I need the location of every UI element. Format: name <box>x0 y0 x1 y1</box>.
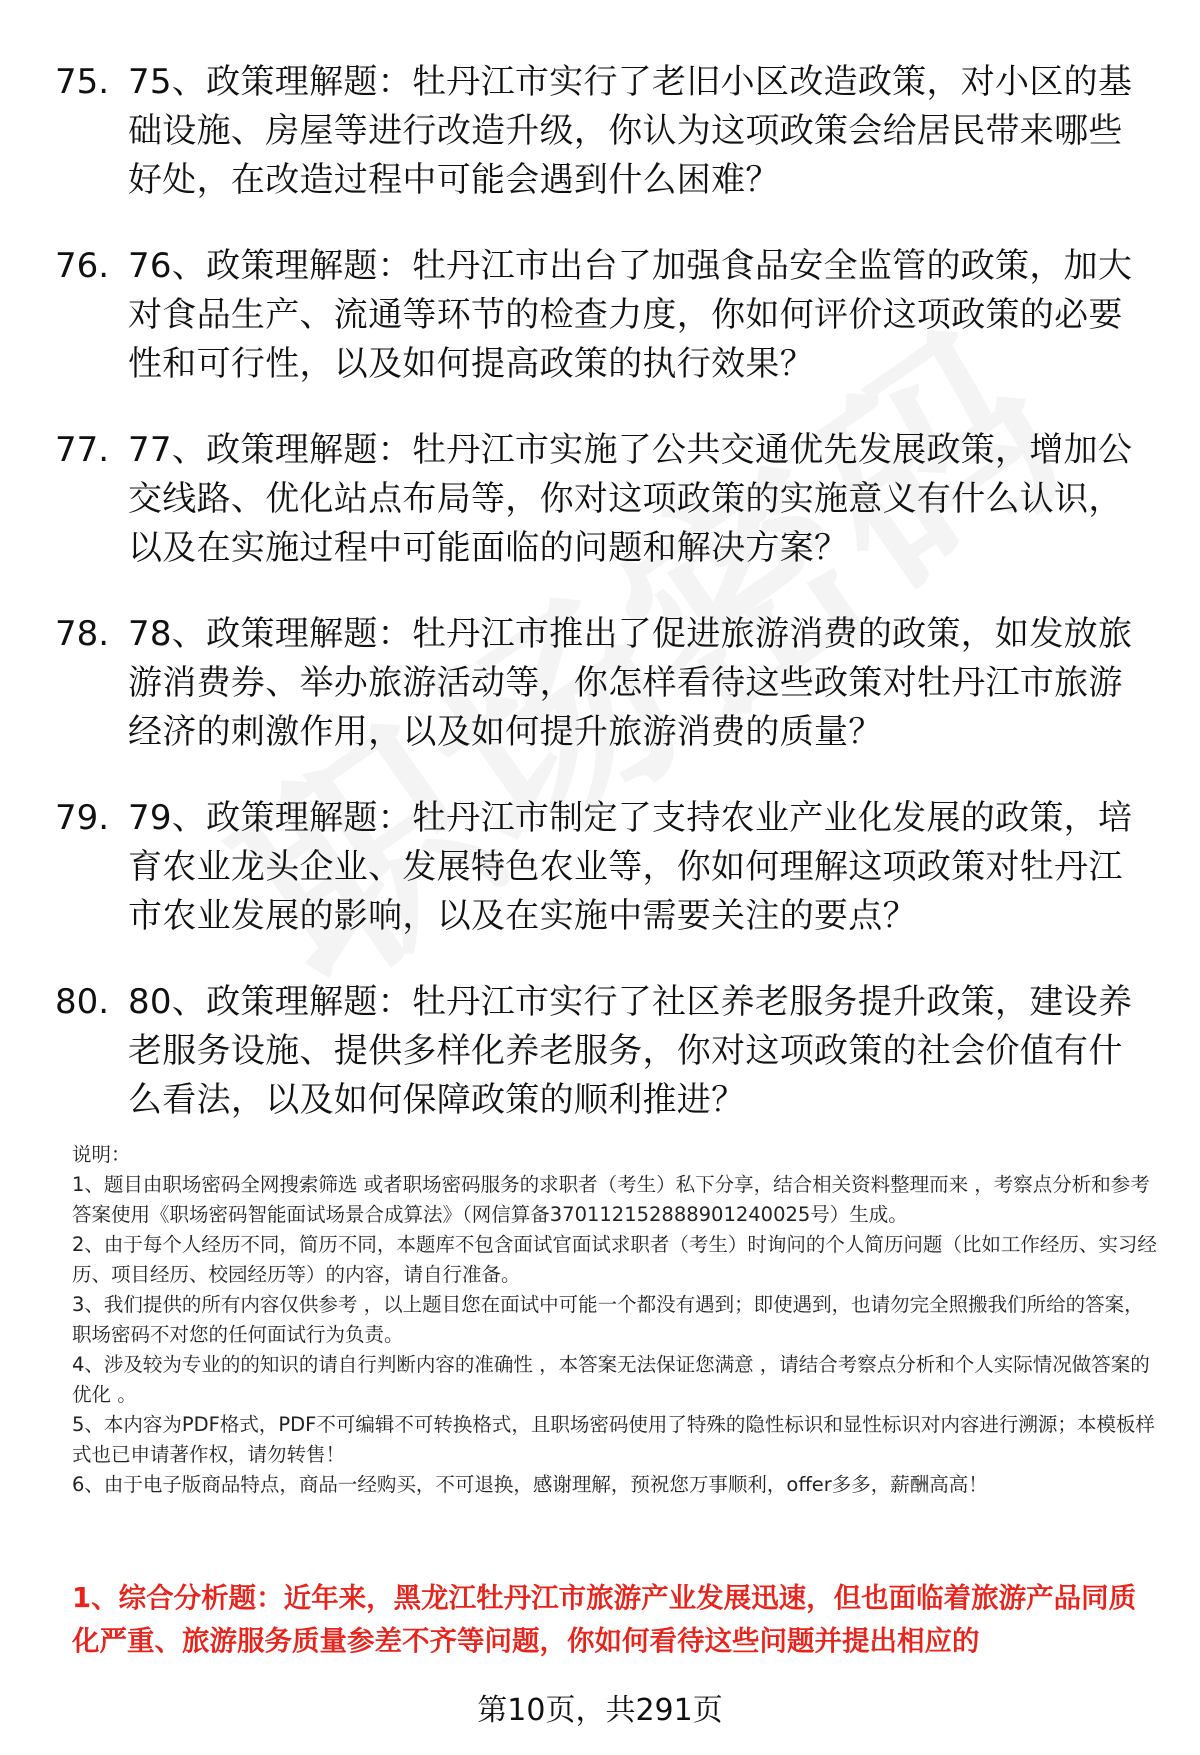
question-number: 76. <box>55 246 110 286</box>
question-item <box>55 426 1155 573</box>
question-text: 80、政策理解题：牡丹江市实行了社区养老服务提升政策，建设养老服务设施、提供多样化养老服务，你对这项政策的社会价值有什么看法，以及如何保障政策的顺利推进？ <box>128 982 1133 1120</box>
notes-title: 说明： <box>72 1143 131 1166</box>
question-number: 75. <box>55 62 110 102</box>
question-text: 79、政策理解题：牡丹江市制定了支持农业产业化发展的政策，培育农业龙头企业、发展特色农业等，你如何理解这项政策对牡丹江市农业发展的影响，以及在实施中需要关注的要点？ <box>128 798 1133 936</box>
question-number: 77. <box>55 430 110 470</box>
question-list <box>55 58 1155 1162</box>
question-item <box>55 610 1155 757</box>
note-item: 2、由于每个人经历不同，简历不同，本题库不包含面试官面试求职者（考生）时询问的个人简历问题（比如工作经历、实习经历、项目经历、校园经历等）的内容，请自行准备。 <box>72 1233 1157 1286</box>
question-text: 76、政策理解题：牡丹江市出台了加强食品安全监管的政策，加大对食品生产、流通等环节的检查力度，你如何评价这项政策的必要性和可行性，以及如何提高政策的执行效果？ <box>128 246 1133 384</box>
note-item: 3、我们提供的所有内容仅供参考 ，以上题目您在面试中可能一个都没有遇到；即使遇到，也请勿完全照搬我们所给的答案，职场密码不对您的任何面试行为负责。 <box>72 1293 1144 1346</box>
question-number: 78. <box>55 614 110 654</box>
question-item <box>55 58 1155 205</box>
question-item <box>55 242 1155 389</box>
question-text: 77、政策理解题：牡丹江市实施了公共交通优先发展政策，增加公交线路、优化站点布局等，你对这项政策的实施意义有什么认识，以及在实施过程中可能面临的问题和解决方案？ <box>128 430 1133 568</box>
page-number: 第10页，共291页 <box>477 1693 723 1728</box>
question-item <box>55 794 1155 941</box>
question-number: 79. <box>55 798 110 838</box>
note-item: 4、涉及较为专业的的知识的请自行判断内容的准确性 ，本答案无法保证您满意 ，请结合考察点分析和个人实际情况做答案的优化 。 <box>72 1353 1150 1406</box>
note-item: 5、本内容为PDF格式，PDF不可编辑不可转换格式，且职场密码使用了特殊的隐性标识和显性标识对内容进行溯源；本模板样式也已申请著作权，请勿转售！ <box>72 1413 1155 1466</box>
note-item: 6、由于电子版商品特点，商品一经购买，不可退换，感谢理解，预祝您万事顺利，offer多多，薪酬高高！ <box>72 1473 988 1496</box>
note-item: 1、题目由职场密码全网搜索筛选 或者职场密码服务的求职者（考生）私下分享，结合相关资料整理而来 ，考察点分析和参考答案使用《职场密码智能面试场景合成算法》（网信算备370112152888901240025号）生成。 <box>72 1173 1150 1226</box>
highlighted-question: 1、综合分析题：近年来，黑龙江牡丹江市旅游产业发展迅速，但也面临着旅游产品同质化严重、旅游服务质量参差不齐等问题，你如何看待这些问题并提出相应的 <box>72 1582 1137 1657</box>
question-text: 75、政策理解题：牡丹江市实行了老旧小区改造政策，对小区的基础设施、房屋等进行改造升级，你认为这项政策会给居民带来哪些好处，在改造过程中可能会遇到什么困难？ <box>128 62 1133 200</box>
notes-section <box>72 1140 1157 1500</box>
question-text: 78、政策理解题：牡丹江市推出了促进旅游消费的政策，如发放旅游消费券、举办旅游活动等，你怎样看待这些政策对牡丹江市旅游经济的刺激作用，以及如何提升旅游消费的质量？ <box>128 614 1133 752</box>
question-number: 80. <box>55 982 110 1022</box>
question-item <box>55 978 1155 1125</box>
